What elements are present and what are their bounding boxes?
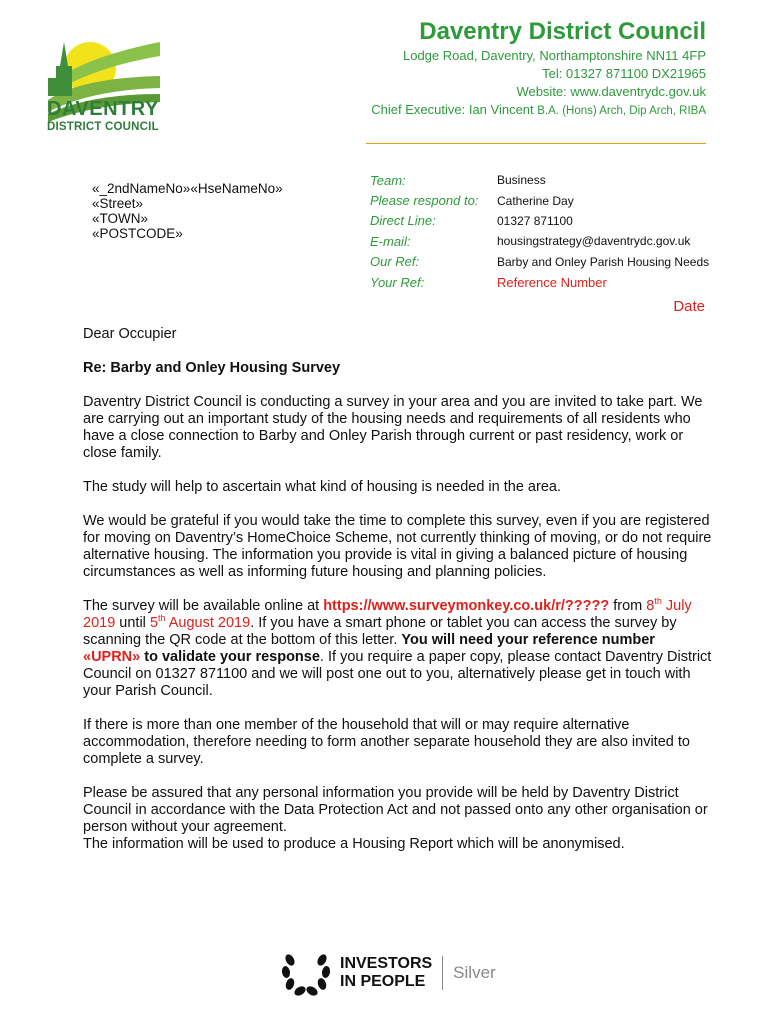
text-span: The survey will be available online at [83, 598, 324, 614]
paragraph-request: We would be grateful if you would take the time to complete this survey, even if you are registered for moving on Daventry’s HomeChoice Scheme, not currently thinking of moving, or do not require alternative housing. The information you provide is vital in giving a balanced picture of housing circumstances as well as informing future housing and planning policies. [83, 513, 712, 580]
end-day-suffix: th [158, 613, 166, 624]
reference-value: Business [497, 173, 546, 188]
reference-label: E-mail: [370, 233, 411, 249]
reference-row-your-ref [370, 272, 709, 292]
council-address: Lodge Road, Daventry, Northamptonshire NN11 4FP [402, 48, 706, 63]
council-header [371, 17, 706, 120]
reference-label: Your Ref: [370, 274, 425, 290]
reference-row-direct-line [370, 211, 709, 231]
reference-row-team [370, 170, 709, 190]
iip-level: Silver [453, 963, 496, 982]
investors-in-people-badge [280, 950, 496, 996]
letter-body [83, 326, 713, 870]
reference-block [370, 170, 709, 292]
letter-date: Date [673, 298, 705, 315]
logo-text-district-council: DISTRICT COUNCIL [47, 121, 159, 133]
header-divider [366, 143, 706, 144]
iip-line-2: IN PEOPLE [340, 973, 426, 990]
paragraph-report: The information will be used to produce a Housing Report which will be anonymised. [83, 836, 625, 852]
end-day: 5 [149, 615, 159, 631]
iip-divider [442, 956, 443, 990]
chief-executive [371, 101, 706, 120]
address-line-postcode: «POSTCODE» [92, 226, 183, 241]
reference-row-our-ref [370, 252, 709, 272]
reference-value: Catherine Day [497, 193, 574, 208]
uprn-field: «UPRN» [83, 649, 141, 665]
text-span-bold: You will need your reference number [401, 632, 655, 648]
council-telephone: Tel: 01327 871100 DX21965 [542, 66, 706, 81]
recipient-address [92, 181, 283, 241]
end-month: August 2019 [165, 615, 251, 631]
salutation: Dear Occupier [83, 326, 177, 342]
chief-executive-name: Chief Executive: Ian Vincent [371, 102, 534, 117]
start-day: 8 [646, 598, 655, 614]
start-month: July 2019 [83, 598, 692, 631]
text-span: . If you require a paper copy, please contact Daventry District Council on 01327 871100 and we will post one out to you, alternatively please get in touch with your Parish Council. [83, 649, 712, 699]
iip-line-1: INVESTORS [340, 955, 433, 972]
text-span: from [609, 598, 647, 614]
address-line-street: «Street» [92, 196, 144, 211]
text-span: . If you have a smart phone or tablet you can access the survey by scanning the QR code at the bottom of this letter. [83, 615, 677, 648]
address-line-name: «_2ndNameNo»«HseNameNo» [92, 181, 283, 196]
reference-label: Direct Line: [370, 213, 436, 229]
paragraph-purpose: The study will help to ascertain what kind of housing is needed in the area. [83, 479, 561, 495]
reference-value: Barby and Onley Parish Housing Needs [497, 254, 710, 269]
start-day-suffix: th [654, 596, 662, 607]
survey-link[interactable]: https://www.surveymonkey.co.uk/r/????? [323, 598, 610, 614]
council-website[interactable]: Website: www.daventrydc.gov.uk [516, 84, 706, 99]
text-span: until [115, 615, 150, 631]
reference-value: 01327 871100 [497, 213, 573, 228]
laurel-wreath-icon [280, 950, 332, 996]
iip-wordmark [340, 955, 432, 991]
paragraph-household: If there is more than one member of the household that will or may require alternative accommodation, therefore needing to form another separate household they are also invited to complete a survey. [83, 717, 690, 767]
reference-row-email [370, 231, 709, 251]
reference-value: Reference Number [497, 274, 607, 290]
reference-label: Please respond to: [370, 193, 479, 209]
address-line-town: «TOWN» [92, 211, 149, 226]
reference-row-respond-to [370, 190, 709, 210]
text-span-bold: to validate your response [140, 649, 320, 665]
paragraph-data-protection: Please be assured that any personal information you provide will be held by Daventry District Council in accordance with the Data Protection Act and not passed onto any other organisation or person without your agreement. [83, 785, 708, 835]
reference-label: Team: [370, 172, 406, 188]
letter-subject: Re: Barby and Onley Housing Survey [83, 360, 341, 376]
end-date [150, 615, 250, 631]
paragraph-intro: Daventry District Council is conducting a survey in your area and you are invited to take part. We are carrying out an important study of the housing needs and requirements of all residents who have a close connection to Barby and Onley Parish through current or past residency, work or close family. [83, 394, 703, 461]
reference-email-link[interactable]: housingstrategy@daventrydc.gov.uk [497, 234, 691, 249]
reference-label: Our Ref: [370, 254, 420, 270]
logo-text-daventry: DAVENTRY [47, 98, 159, 120]
chief-executive-qualifications: B.A. (Hons) Arch, Dip Arch, RIBA [537, 105, 706, 117]
paragraph-survey-online [83, 598, 713, 700]
council-name: Daventry District Council [419, 18, 706, 45]
